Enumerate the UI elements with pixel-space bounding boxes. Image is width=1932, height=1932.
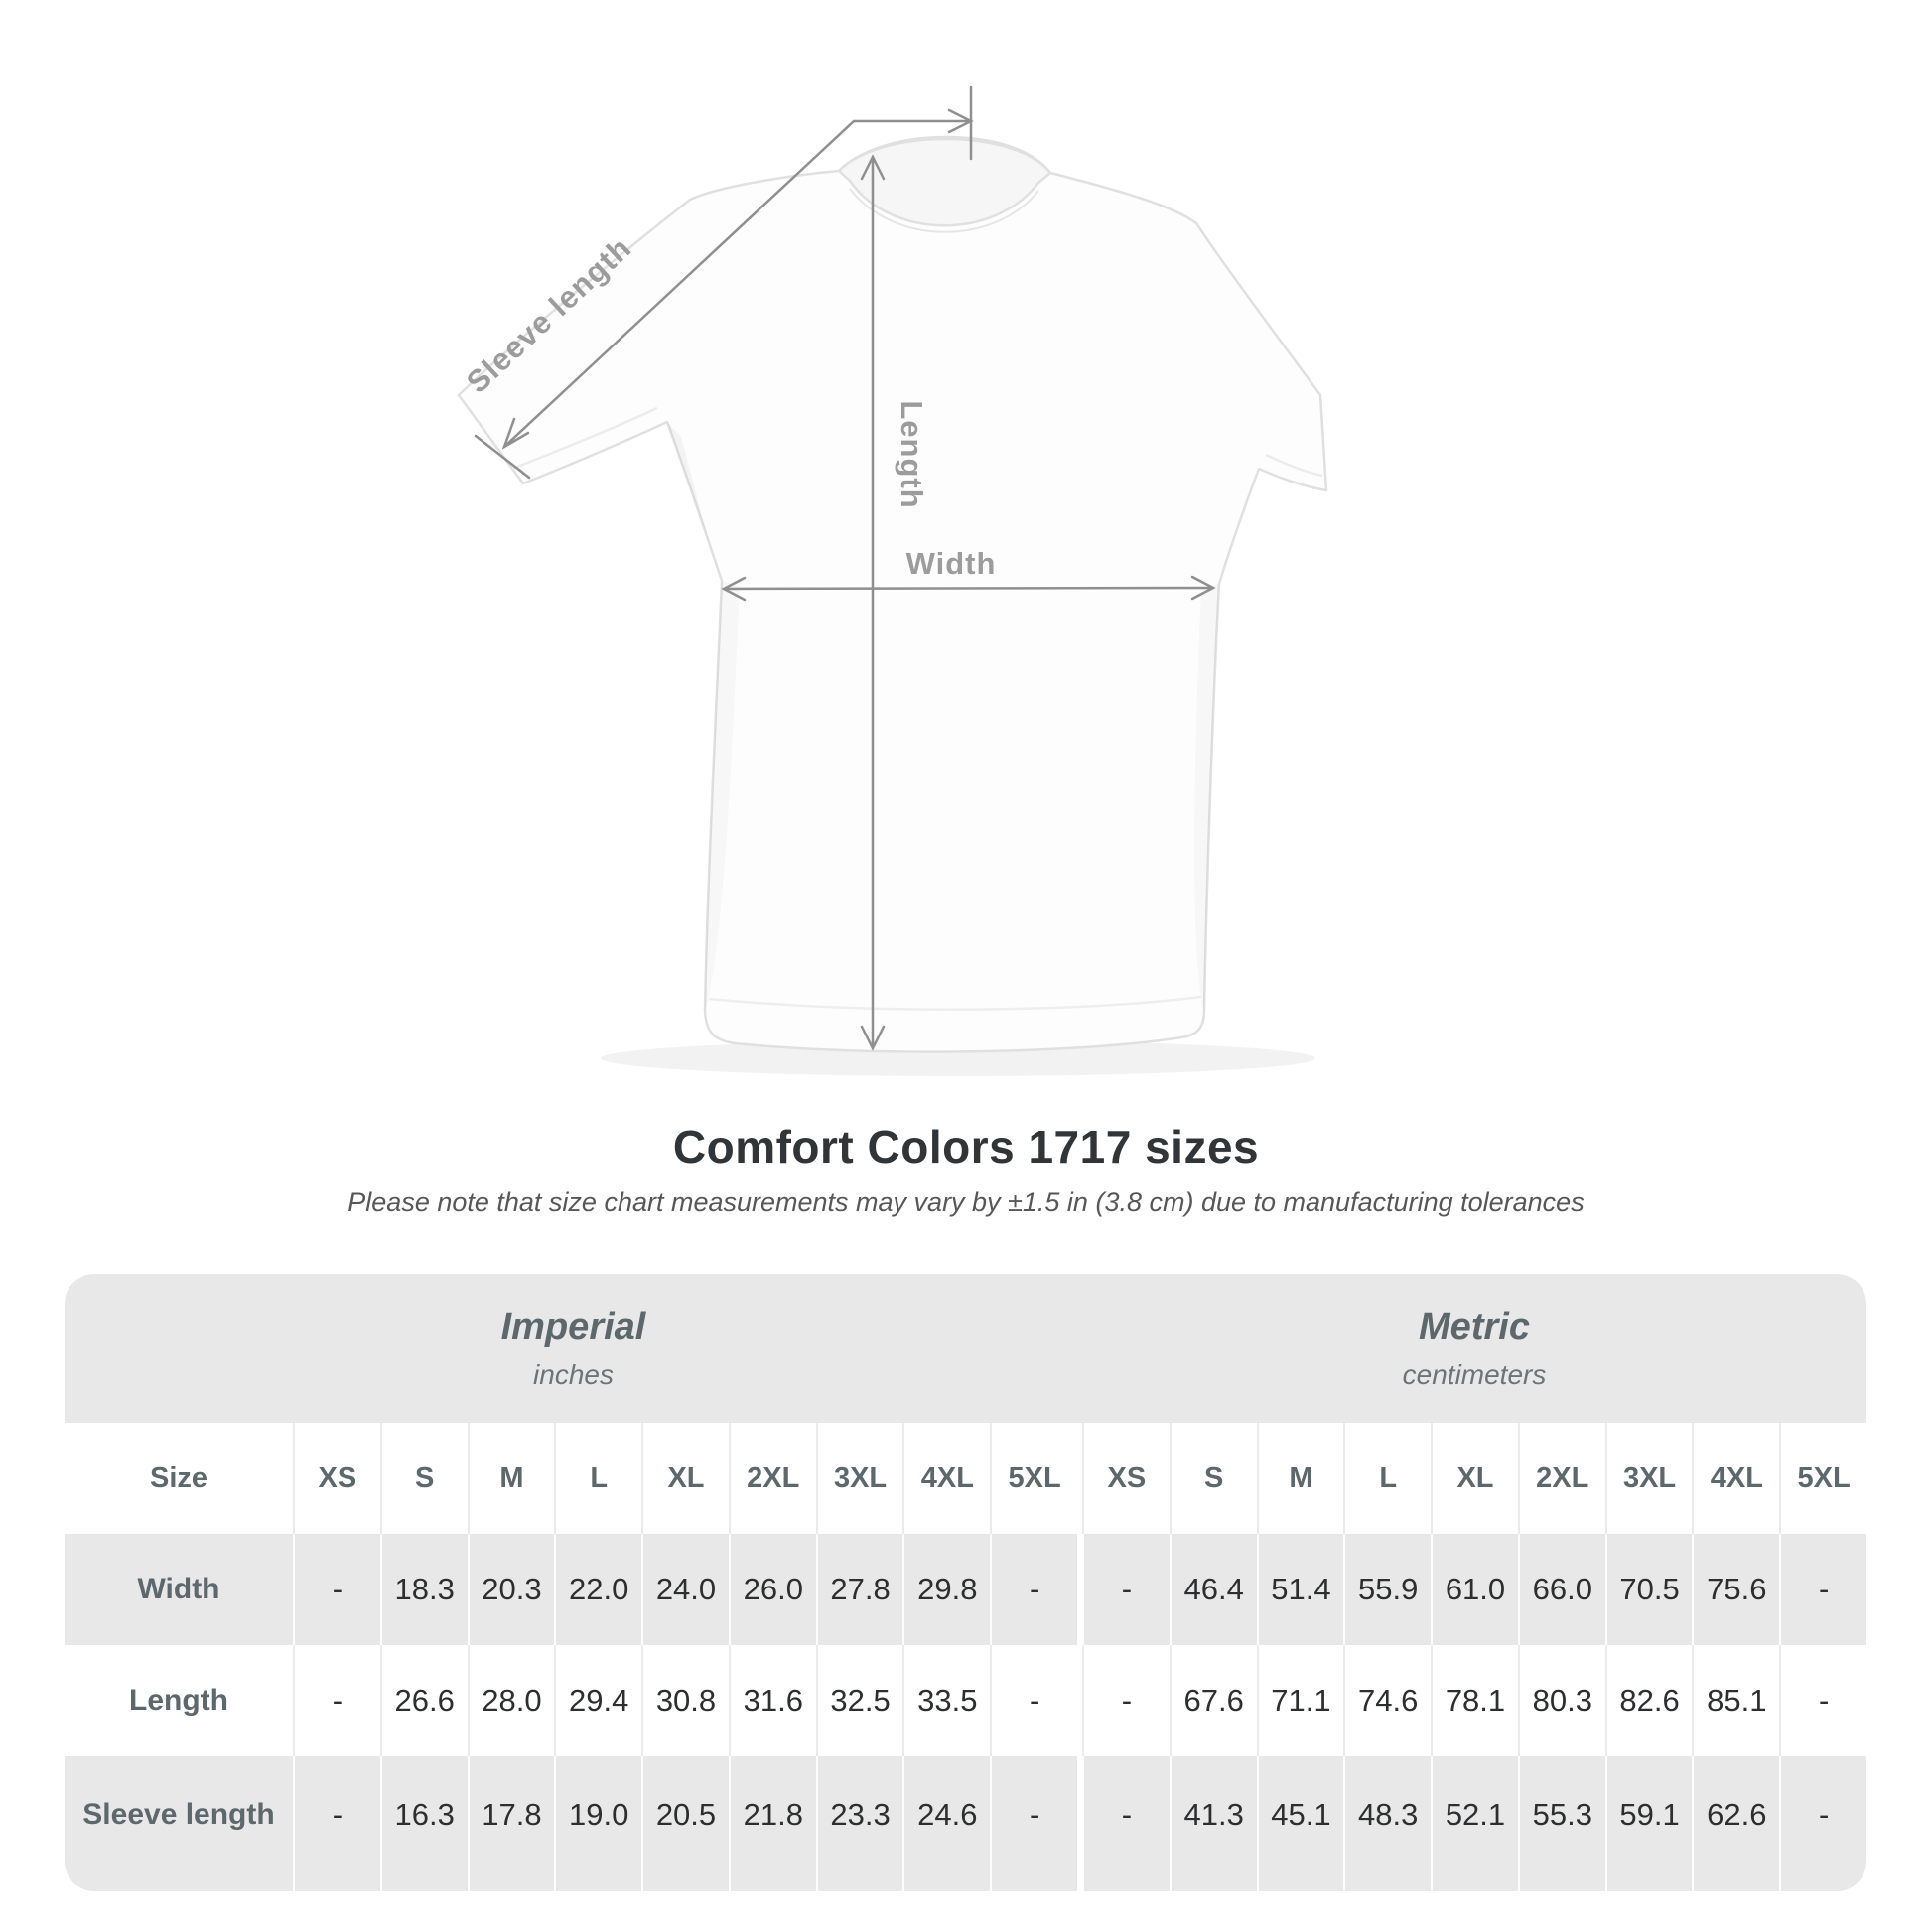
imperial-value: 30.8: [641, 1645, 729, 1756]
metric-value: -: [1779, 1645, 1866, 1756]
imperial-value: -: [293, 1756, 380, 1891]
row-label: Sleeve length: [82, 1798, 275, 1831]
row-label: Width: [137, 1573, 220, 1605]
table-row-sleeve-length: [65, 1756, 1866, 1891]
imperial-size-5xl: 5XL: [990, 1423, 1077, 1534]
imperial-value: 26.0: [729, 1534, 816, 1645]
imperial-value: -: [990, 1534, 1077, 1645]
imperial-size-l: L: [554, 1423, 641, 1534]
metric-value: 75.6: [1692, 1534, 1779, 1645]
imperial-value: 23.3: [816, 1756, 903, 1891]
metric-value: 41.3: [1170, 1756, 1257, 1891]
metric-unit: centimeters: [1402, 1358, 1547, 1390]
metric-value: 55.9: [1343, 1534, 1431, 1645]
imperial-value: 16.3: [380, 1756, 468, 1891]
imperial-value: 20.3: [468, 1534, 555, 1645]
imperial-value: 17.8: [468, 1756, 555, 1891]
metric-value: 55.3: [1518, 1756, 1605, 1891]
metric-size-xs: XS: [1082, 1423, 1170, 1534]
metric-value: 48.3: [1343, 1756, 1431, 1891]
metric-value: 78.1: [1431, 1645, 1518, 1756]
imperial-value: 19.0: [554, 1756, 641, 1891]
metric-header: [1082, 1274, 1866, 1423]
metric-value: 51.4: [1257, 1534, 1344, 1645]
imperial-value: 31.6: [729, 1645, 816, 1756]
sleeve-length-label: Sleeve length: [460, 229, 638, 400]
width-label: Width: [905, 546, 997, 581]
metric-value: 52.1: [1431, 1756, 1518, 1891]
metric-value: 80.3: [1518, 1645, 1605, 1756]
metric-size-2xl: 2XL: [1518, 1423, 1605, 1534]
imperial-value: 33.5: [902, 1645, 990, 1756]
row-label: Length: [129, 1684, 228, 1717]
page-title: Comfort Colors 1717 sizes: [672, 1121, 1260, 1173]
imperial-unit: inches: [533, 1358, 614, 1390]
imperial-title: Imperial: [500, 1306, 646, 1348]
imperial-value: -: [990, 1756, 1077, 1891]
metric-size-m: M: [1257, 1423, 1344, 1534]
metric-title: Metric: [1419, 1306, 1530, 1348]
imperial-value: 28.0: [468, 1645, 555, 1756]
metric-value: -: [1082, 1645, 1170, 1756]
imperial-value: 29.8: [902, 1534, 990, 1645]
imperial-value: 27.8: [816, 1534, 903, 1645]
length-label: Length: [895, 400, 929, 509]
metric-value: 46.4: [1170, 1534, 1257, 1645]
imperial-value: -: [293, 1645, 380, 1756]
imperial-size-3xl: 3XL: [816, 1423, 903, 1534]
imperial-value: 21.8: [729, 1756, 816, 1891]
metric-value: 74.6: [1343, 1645, 1431, 1756]
metric-value: 82.6: [1605, 1645, 1693, 1756]
metric-value: -: [1082, 1756, 1170, 1891]
imperial-value: 29.4: [554, 1645, 641, 1756]
metric-value: -: [1082, 1534, 1170, 1645]
metric-value: 62.6: [1692, 1756, 1779, 1891]
metric-value: 59.1: [1605, 1756, 1693, 1891]
unit-header-band: [65, 1274, 1866, 1423]
imperial-value: 32.5: [816, 1645, 903, 1756]
table-header-row: [65, 1423, 1866, 1534]
imperial-value: 18.3: [380, 1534, 468, 1645]
metric-value: -: [1779, 1534, 1866, 1645]
metric-size-s: S: [1170, 1423, 1257, 1534]
metric-size-5xl: 5XL: [1779, 1423, 1866, 1534]
imperial-size-4xl: 4XL: [902, 1423, 990, 1534]
imperial-value: 20.5: [641, 1756, 729, 1891]
imperial-size-xs: XS: [293, 1423, 380, 1534]
tolerance-note: Please note that size chart measurements may vary by ±1.5 in (3.8 cm) due to manufacturing tolerances: [347, 1187, 1585, 1217]
size-table: [65, 1274, 1866, 1891]
table-row-length: [65, 1645, 1866, 1756]
imperial-value: 24.6: [902, 1756, 990, 1891]
imperial-value: -: [990, 1645, 1077, 1756]
width-line: [724, 588, 1213, 589]
size-column-header: Size: [149, 1461, 208, 1494]
metric-value: 66.0: [1518, 1534, 1605, 1645]
metric-value: 85.1: [1692, 1645, 1779, 1756]
size-table-body: [65, 1423, 1866, 1891]
imperial-size-m: M: [468, 1423, 555, 1534]
imperial-size-2xl: 2XL: [729, 1423, 816, 1534]
imperial-value: 22.0: [554, 1534, 641, 1645]
metric-value: 61.0: [1431, 1534, 1518, 1645]
metric-value: 71.1: [1257, 1645, 1344, 1756]
imperial-value: 24.0: [641, 1534, 729, 1645]
metric-value: 70.5: [1605, 1534, 1693, 1645]
imperial-size-s: S: [380, 1423, 468, 1534]
imperial-value: -: [293, 1534, 380, 1645]
table-row-width: [65, 1534, 1866, 1645]
metric-value: -: [1779, 1756, 1866, 1891]
imperial-size-xl: XL: [641, 1423, 729, 1534]
metric-size-4xl: 4XL: [1692, 1423, 1779, 1534]
metric-size-l: L: [1343, 1423, 1431, 1534]
imperial-value: 26.6: [380, 1645, 468, 1756]
metric-size-xl: XL: [1431, 1423, 1518, 1534]
metric-size-3xl: 3XL: [1605, 1423, 1693, 1534]
metric-value: 67.6: [1170, 1645, 1257, 1756]
metric-value: 45.1: [1257, 1756, 1344, 1891]
imperial-header: [65, 1274, 1082, 1423]
